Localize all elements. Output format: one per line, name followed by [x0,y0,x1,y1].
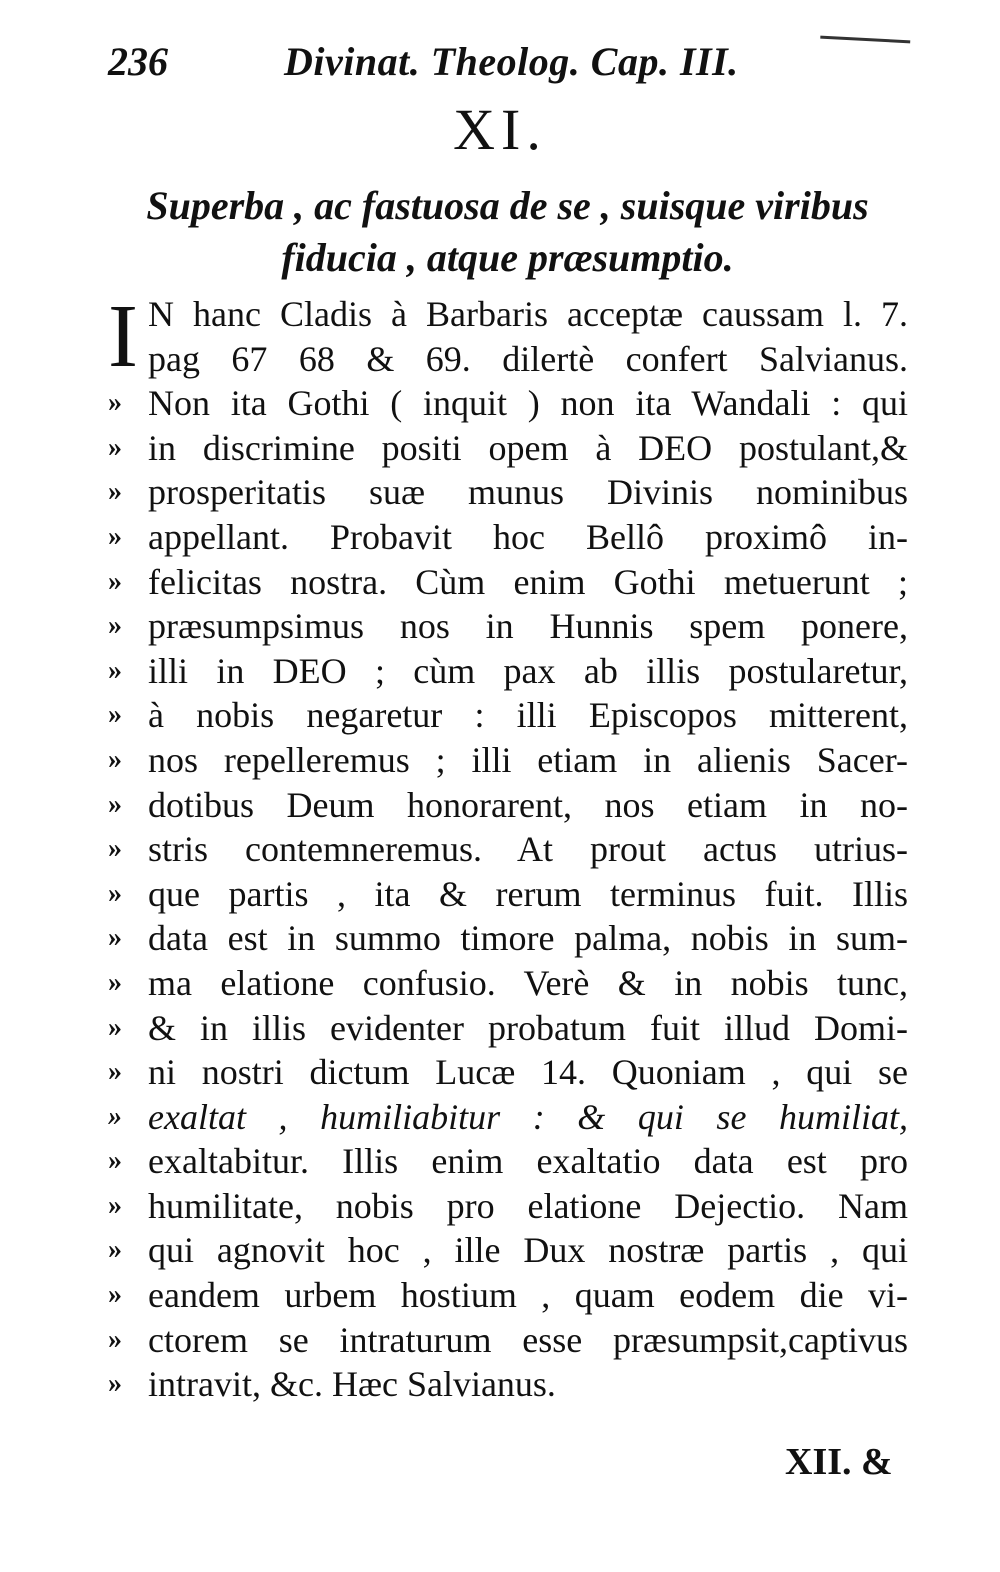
line-text: stris contemneremus. At prout actus utrius- [148,829,908,870]
line-text: pag 67 68 & 69. dilertè confert Salvianus. [148,338,908,379]
quote-marker: » [108,1100,122,1132]
quote-line [108,1006,908,1051]
quote-line [108,1139,908,1184]
quote-marker: » [108,654,122,686]
quote-line [108,381,908,426]
line-text: in discrimine positi opem à DEO postulant,& [148,427,908,468]
line-text: illi in DEO ; cùm pax ab illis postularetur, [148,650,908,691]
chapter-number: XI. [453,97,547,162]
line-text: & in illis evidenter probatum fuit illud Domi- [148,1007,908,1048]
line-text: nos repelleremus ; illi etiam in alienis Sacer- [148,739,908,780]
quote-marker: » [108,520,122,552]
line-text: eandem urbem hostium , quam eodem die vi- [148,1275,908,1316]
catchword: XII. & [785,1441,893,1483]
line-text: ma elatione confusio. Verè & in nobis tunc, [148,962,908,1003]
quote-line [108,1050,908,1095]
quote-line [108,1362,908,1407]
quote-line [108,961,908,1006]
quote-marker: » [108,743,122,775]
quote-line [108,1228,908,1273]
quote-marker: » [108,922,122,954]
quote-line [108,1184,908,1229]
quote-marker: » [108,699,122,731]
quote-line [108,470,908,515]
quote-line [108,426,908,471]
quote-marker: » [108,1279,122,1311]
line-text: à nobis negaretur : illi Episcopos mitterent, [148,695,908,736]
quote-line [108,783,908,828]
quote-line [108,872,908,917]
quote-marker: » [108,1145,122,1177]
line-text: ctorem se intraturum esse præsumpsit,captivus [148,1319,908,1360]
line-text: data est in summo timore palma, nobis in sum- [148,918,908,959]
quote-line [108,693,908,738]
quote-marker: » [108,1189,122,1221]
quote-marker: » [108,476,122,508]
quote-marker: » [108,833,122,865]
quote-marker: » [108,431,122,463]
quote-marker: » [108,1056,122,1088]
quote-marker: » [108,387,122,419]
line-text: humilitate, nobis pro elatione Dejectio. Nam [148,1185,908,1226]
quote-line [108,1095,908,1140]
quote-marker: » [108,877,122,909]
page-header [108,38,908,88]
line-text: que partis , ita & rerum terminus fuit. Illis [148,873,908,914]
quote-line [108,916,908,961]
drop-cap: I [108,287,138,386]
line-text: præsumpsimus nos in Hunnis spem ponere, [148,606,908,647]
line-text: ni nostri dictum Lucæ 14. Quoniam , qui se [148,1052,908,1093]
quote-marker: » [108,788,122,820]
line-text: dotibus Deum honorarent, nos etiam in no- [148,784,908,825]
running-title: Divinat. Theolog. Cap. III. [284,39,739,84]
line-text: N hanc Cladis à Barbaris acceptæ caussam l. 7. [148,294,908,334]
quote-line [108,515,908,560]
text-line [108,292,908,337]
subtitle-line-1: Superba , ac fastuosa de se , suisque viribus [146,183,869,228]
line-text: felicitas nostra. Cùm enim Gothi metuerunt ; [148,561,908,602]
quote-marker: » [108,565,122,597]
quote-marker: » [108,1368,122,1400]
quote-line [108,827,908,872]
quote-marker: » [108,966,122,998]
quote-line [108,604,908,649]
line-text: prosperitatis suæ munus Divinis nominibus [148,472,908,513]
quote-marker: » [108,610,122,642]
line-text: intravit, &c. Hæc Salvianus. [148,1364,556,1405]
quote-line [108,738,908,783]
quote-line [108,560,908,605]
line-text: exaltat , humiliabitur : & qui se humiliat, [148,1096,908,1137]
quote-line [108,649,908,694]
quote-marker: » [108,1011,122,1043]
page-number: 236 [108,39,168,84]
quote-line [108,1273,908,1318]
quote-marker: » [108,1234,122,1266]
line-text: appellant. Probavit hoc Bellô proximô in- [148,516,908,557]
text-line [108,337,908,382]
quote-line [108,1318,908,1363]
line-text: exaltabitur. Illis enim exaltatio data est pro [148,1141,908,1182]
chapter-subtitle [100,180,915,284]
line-text: qui agnovit hoc , ille Dux nostræ partis , qui [148,1230,908,1271]
body-text [108,287,908,1407]
subtitle-line-2: fiducia , atque præsumptio. [281,235,734,280]
quote-marker: » [108,1323,122,1355]
line-text: Non ita Gothi ( inquit ) non ita Wandali : qui [148,383,908,424]
